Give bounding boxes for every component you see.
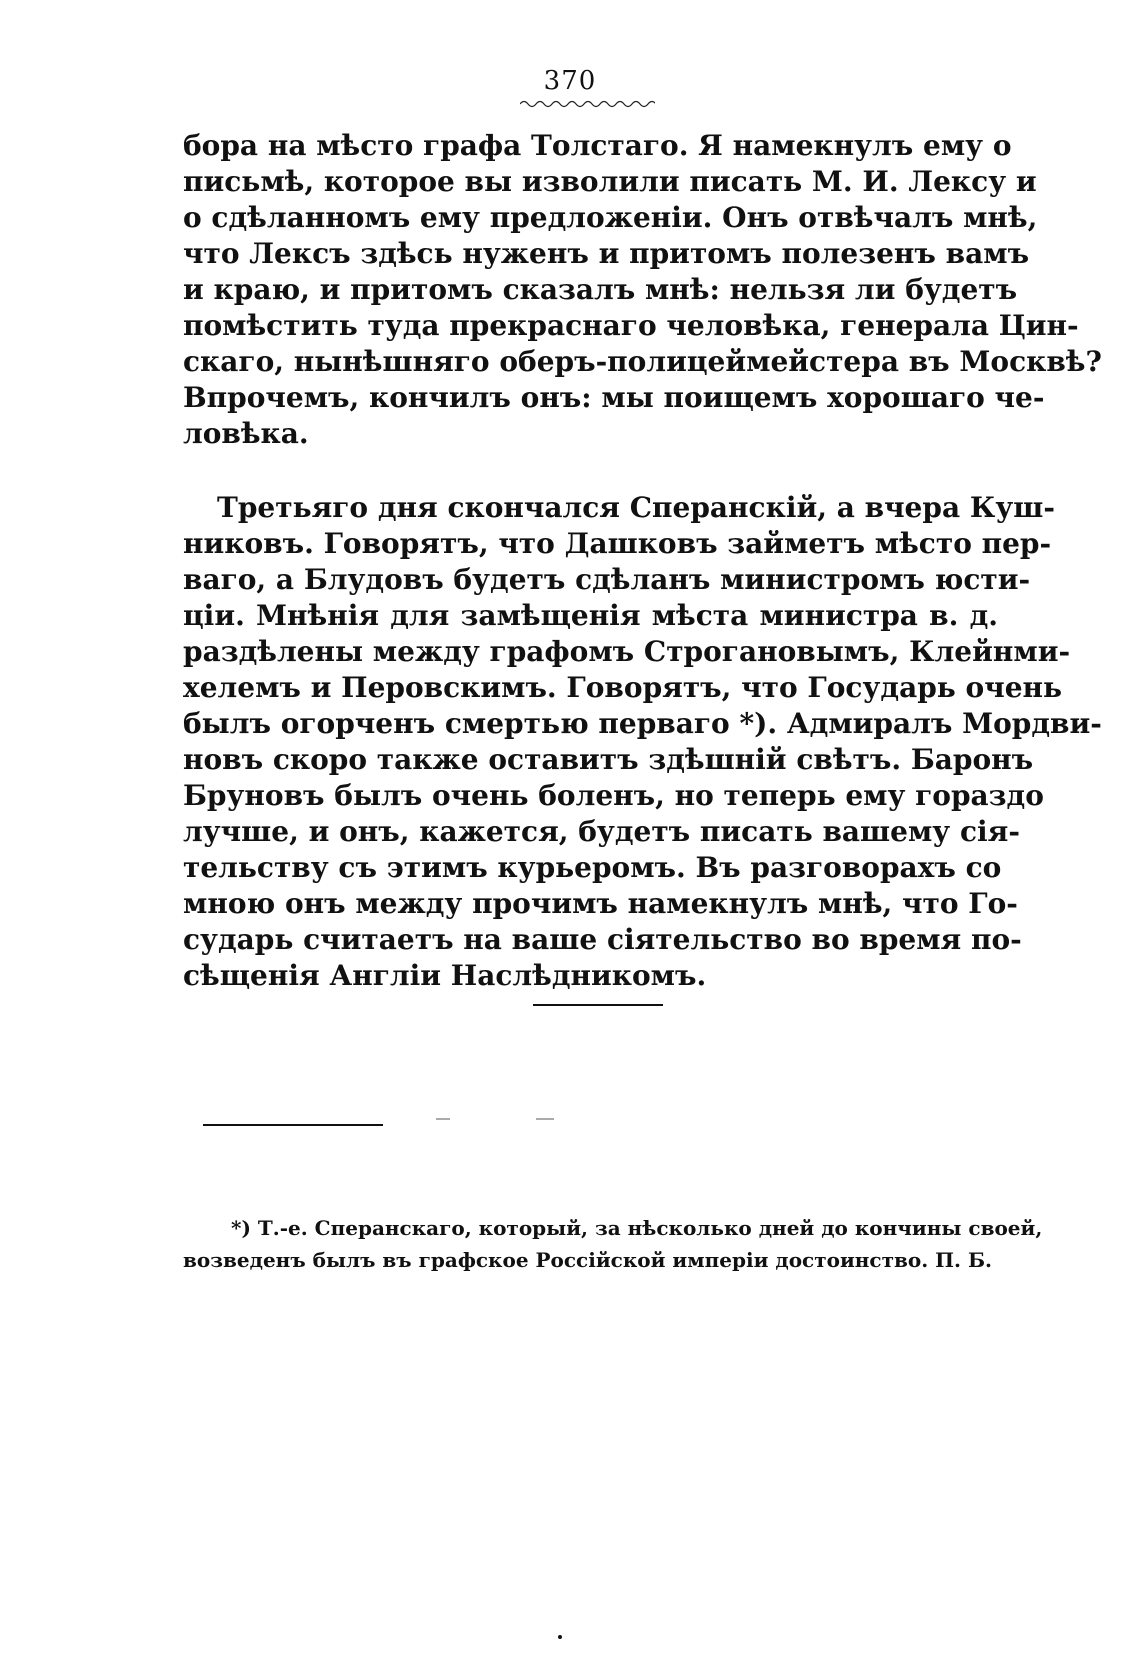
text-line: хелемъ и Перовскимъ. Говорятъ, что Государь очень (183, 671, 1063, 704)
text-line: что Лексъ здѣсь нуженъ и притомъ полезенъ вамъ (183, 237, 1030, 270)
text-line: тельству съ этимъ курьеромъ. Въ разговорахъ со (183, 851, 1002, 884)
text-line: новъ скоро также оставитъ здѣшній свѣтъ. Баронъ (183, 743, 1034, 776)
text-line: Бруновъ былъ очень боленъ, но теперь ему гораздо (183, 779, 1044, 812)
footnote-line: возведенъ былъ въ графское Россійской имперіи достоинство. П. Б. (183, 1248, 993, 1272)
text-line: ловѣка. (183, 417, 309, 450)
text-line: Впрочемъ, кончилъ онъ: мы поищемъ хорошаго че- (183, 381, 1045, 414)
text-line: помѣстить туда прекраснаго человѣка, генерала Цин- (183, 309, 1079, 342)
text-line: ціи. Мнѣнія для замѣщенія мѣста министра в. д. (183, 599, 998, 632)
text-line: письмѣ, которое вы изволили писать М. И. Лексу и (183, 165, 1037, 198)
text-line: бора на мѣсто графа Толстаго. Я намекнулъ ему о (183, 129, 1012, 162)
text-line: никовъ. Говорятъ, что Дашковъ займетъ мѣсто пер- (183, 527, 1052, 560)
faint-marks (436, 1116, 606, 1122)
text-line: лучше, и онъ, кажется, будетъ писать вашему сія- (183, 815, 1020, 848)
page-number: 370 (543, 66, 597, 96)
text-line: раздѣлены между графомъ Строгановымъ, Клейнми- (183, 635, 1071, 668)
text-line: сѣщенія Англіи Наслѣдникомъ. (183, 959, 707, 992)
text-line: сударь считаетъ на ваше сіятельство во время по- (183, 923, 1022, 956)
paragraph (183, 490, 1102, 994)
paragraph (183, 128, 1102, 452)
page-mark (558, 1635, 562, 1639)
text-line: ваго, а Блудовъ будетъ сдѣланъ министромъ юсти- (183, 563, 1031, 596)
footnote (183, 1212, 1043, 1276)
text-line: Третьяго дня скончался Сперанскій, а вчера Куш- (217, 491, 1055, 524)
section-end-rule (533, 1004, 663, 1006)
text-line: мною онъ между прочимъ намекнулъ мнѣ, что Го- (183, 887, 1018, 920)
text-line: былъ огорченъ смертью перваго *). Адмиралъ Мордви- (183, 707, 1102, 740)
footnote-line: *) Т.-е. Сперанскаго, который, за нѣсколько дней до кончины своей, (231, 1216, 1043, 1240)
paragraph-gap (183, 452, 998, 490)
text-line: скаго, нынѣшняго оберъ-полицеймейстера въ Москвѣ? (183, 345, 1102, 378)
footnote-rule (203, 1124, 383, 1126)
text-line: и краю, и притомъ сказалъ мнѣ: нельзя ли будетъ (183, 273, 1018, 306)
text-line: о сдѣланномъ ему предложеніи. Онъ отвѣчалъ мнѣ, (183, 201, 1038, 234)
main-text (183, 128, 1102, 994)
page-number-ornament (520, 98, 655, 108)
